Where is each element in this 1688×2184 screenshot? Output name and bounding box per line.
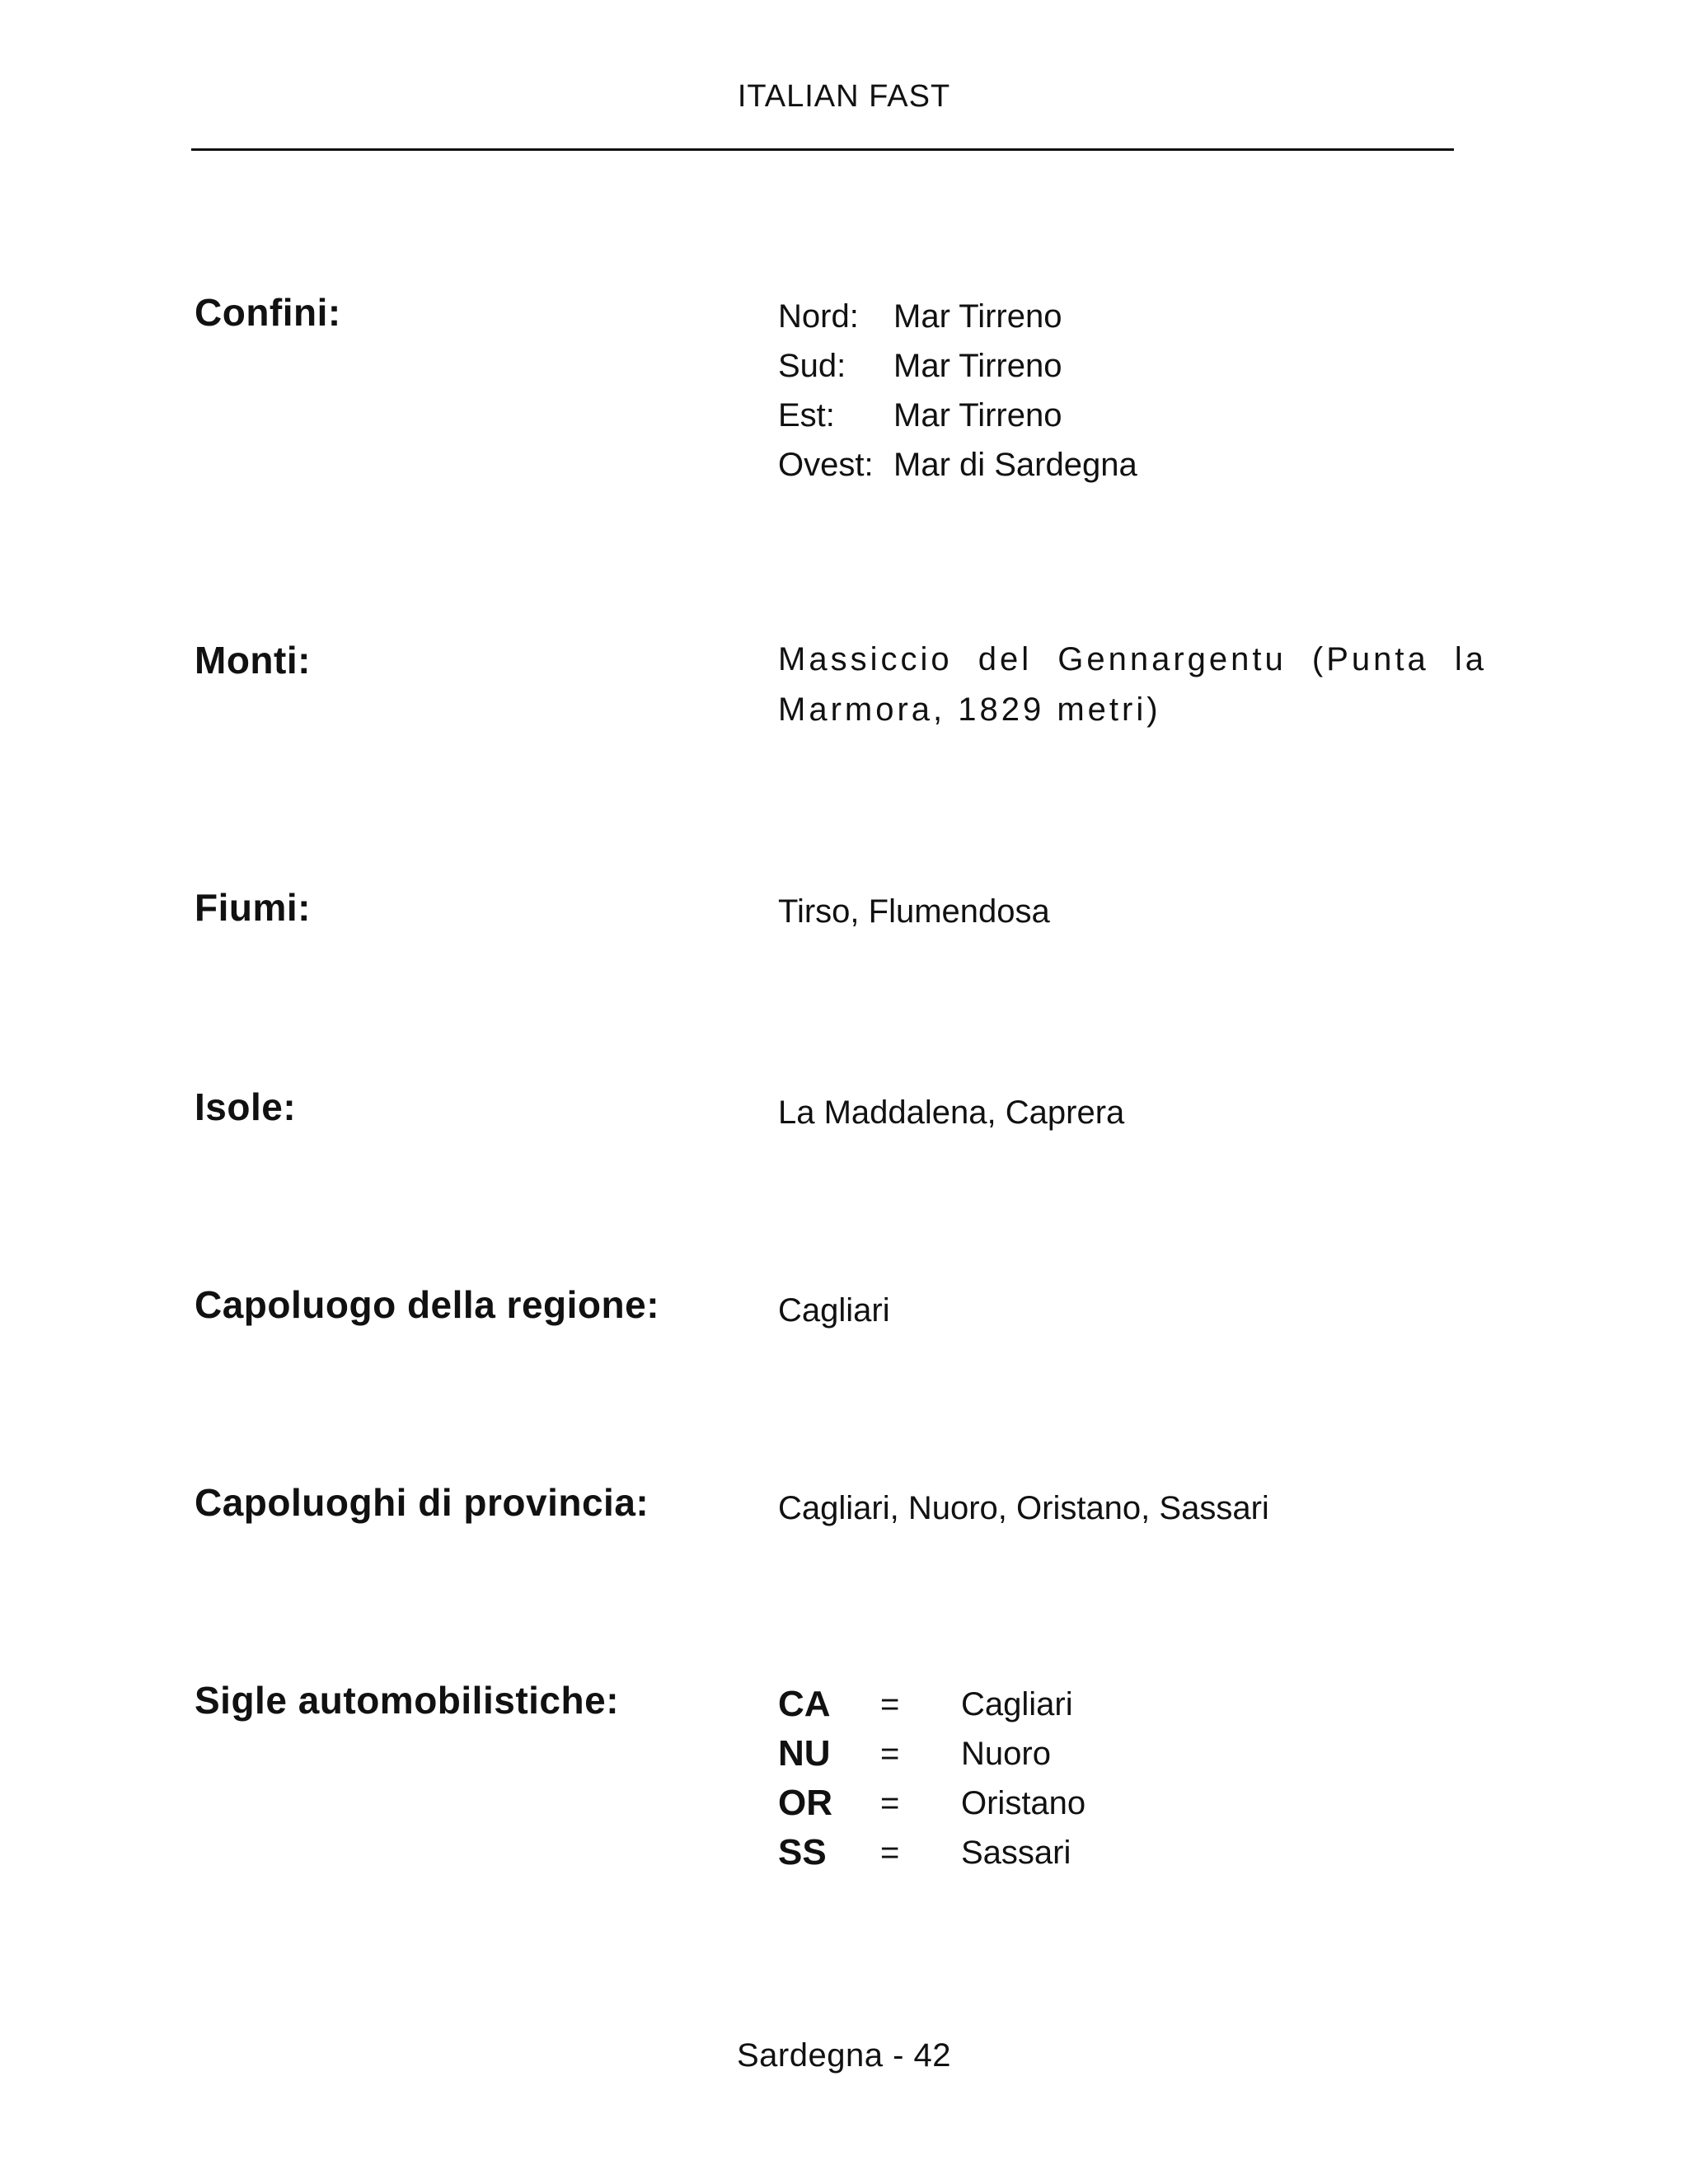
confini-item [778,440,1137,490]
monti-label: Monti: [195,639,311,682]
sigle-code: OR [778,1783,832,1823]
sigle-city: Sassari [961,1835,1071,1871]
confini-value: Mar Tirreno [893,397,1062,434]
capoluoghi-provincia-label: Capoluoghi di provincia: [195,1481,649,1524]
sigle-city: Cagliari [961,1686,1073,1722]
confini-value: Mar Tirreno [893,298,1062,335]
isole-value: La Maddalena, Caprera [778,1094,1125,1131]
sigle-city: Nuoro [961,1736,1051,1772]
sigle-code: SS [778,1832,827,1872]
confini-key: Nord: [778,298,859,335]
confini-list [778,292,1137,490]
sigle-item [778,1680,1085,1729]
fiumi-label: Fiumi: [195,886,311,929]
page-footer: Sardegna - 42 [736,2037,951,2074]
fiumi-value: Tirso, Flumendosa [778,893,1050,930]
sigle-city: Oristano [961,1785,1086,1821]
sigle-label: Sigle automobilistiche: [195,1679,620,1722]
sigle-item [778,1729,1085,1779]
sigle-code: NU [778,1733,831,1774]
confini-item [778,341,1137,391]
confini-key: Ovest: [778,447,874,483]
capoluoghi-provincia-value: Cagliari, Nuoro, Oristano, Sassari [778,1490,1269,1526]
equals-sign: = [880,1736,900,1772]
equals-sign: = [880,1835,900,1871]
isole-label: Isole: [195,1085,297,1128]
capoluogo-regione-value: Cagliari [778,1292,890,1329]
confini-key: Est: [778,397,835,434]
sigle-item [778,1828,1085,1877]
equals-sign: = [880,1686,900,1722]
header-rule [191,148,1454,151]
sigle-item [778,1779,1085,1828]
confini-value: Mar di Sardegna [893,447,1137,483]
sigle-code: CA [778,1684,831,1724]
sigle-list [778,1680,1085,1877]
confini-key: Sud: [778,348,846,384]
capoluogo-regione-label: Capoluogo della regione: [195,1283,660,1326]
equals-sign: = [880,1785,900,1821]
confini-item [778,391,1137,440]
monti-value: Massiccio del Gennargentu (Punta la Marmora, 1829 metri) [778,641,1487,728]
confini-label: Confini: [195,291,341,334]
confini-value: Mar Tirreno [893,348,1062,384]
confini-item [778,292,1137,341]
page-header: ITALIAN FAST [737,79,951,114]
